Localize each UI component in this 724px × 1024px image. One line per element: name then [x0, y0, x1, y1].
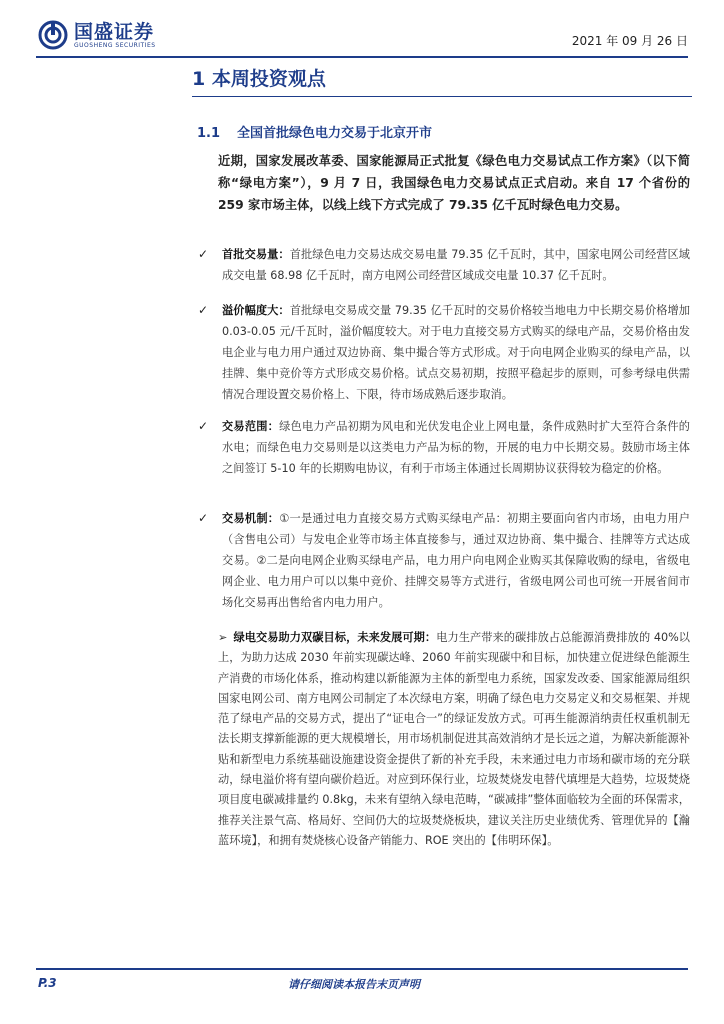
outlook-paragraph: [218, 628, 690, 851]
report-date: 2021 年 09 月 26 日: [571, 34, 688, 48]
disclaimer-note: 请仔细阅读本报告末页声明: [288, 978, 420, 991]
subsection-title: 全国首批绿色电力交易于北京开市: [237, 126, 433, 141]
checkmark-icon: ✓: [198, 303, 209, 317]
company-logo: [38, 20, 156, 50]
bullet-label: 溢价幅度大：: [222, 304, 290, 317]
bullet-premium: [198, 300, 690, 405]
page-header: [38, 18, 688, 60]
intro-paragraph: 近期，国家发展改革委、国家能源局正式批复《绿色电力交易试点工作方案》（以下简称“绿电方案”），9 月 7 日，我国绿色电力交易试点正式启动。来自 17 个省份的 259 家市场主体，以线上线下方式完成了 79.35 亿千瓦时绿色电力交易。: [218, 154, 690, 212]
checkmark-icon: ✓: [198, 511, 209, 525]
bullet-mechanism: [198, 508, 690, 613]
arrow-bullet-icon: ➢: [218, 631, 228, 644]
bullet-trade-volume: [198, 244, 690, 286]
logo-text-cn: 国盛证券: [74, 20, 155, 43]
bullet-text: 首批绿色电力交易达成交易电量 79.35 亿千瓦时，其中，国家电网公司经营区域成交电量 68.98 亿千瓦时，南方电网公司经营区域成交电量 10.37 亿千瓦时。: [222, 248, 690, 282]
bullet-label: 交易机制：: [222, 512, 280, 525]
outlook-text: 电力生产带来的碳排放占总能源消费排放的 40%以上，为助力达成 2030 年前实现碳达峰、2060 年前实现碳中和目标，加快建立促进绿色能源生产消费的市场化体系，推动构建以新能源为主体的新型电力系统，国家发改委、国家能源局组织国家电网公司、南方电网公司制定了本次绿电方案，明确了绿色电力交易定义和交易框架、并规范了绿电产品的交易方式，提出了“证电合一”的绿证发放方式。可再生能源消纳责任权重机制无法长期支撑新能源的更大规模增长，用市场机制促进其高效消纳才是长远之道，为解决新能源补贴和新型电力系统基础设施建设资金提供了新的补充手段，未来通过电力市场和碳市场的充分联动，绿电溢价将有望向碳价趋近。对应到环保行业，垃圾焚烧发电替代填埋是大趋势，垃圾焚烧项目度电碳减排量约 0.8kg，未来有望纳入绿电范畴，“碳减排”整体面临较为全面的环保需求，推荐关注景气高、格局好、空间仍大的垃圾焚烧板块，建议关注历史业绩优秀、管理优异的【瀚蓝环境】，和拥有焚烧核心设备产销能力、ROE 突出的【伟明环保】。: [218, 631, 690, 847]
bullet-text: 首批绿电交易成交量 79.35 亿千瓦时的交易价格较当地电力中长期交易价格增加 0.03-0.05 元/千瓦时，溢价幅度较大。对于电力直接交易方式购买的绿电产品，交易价格由发电企业与电力用户通过双边协商、集中撮合等方式形成。对于向电网企业购买的绿电产品，以挂牌、集中竞价等方式形成交易价格。试点交易初期，按照平稳起步的原则，可参考绿电供需情况合理设置交易价格上、下限，待市场成熟后逐步取消。: [222, 304, 690, 401]
page-number: P.3: [38, 976, 57, 990]
outlook-label: 绿电交易助力双碳目标，未来发展可期：: [233, 631, 437, 644]
section-title-underline: [192, 96, 692, 97]
bullet-scope: [198, 416, 690, 479]
logo-emblem-icon: [38, 20, 68, 50]
footer-divider: [36, 968, 688, 970]
bullet-text: ①一是通过电力直接交易方式购买绿电产品：初期主要面向省内市场，由电力用户（含售电公司）与发电企业等市场主体直接参与，通过双边协商、集中撮合、挂牌等方式达成交易。②二是向电网企业购买绿电产品，电力用户向电网企业购买其保障收购的绿电，省级电网企业、电力用户可以以集中竞价、挂牌交易等方式进行，省级电网公司也可统一开展省间市场化交易再出售给省内电力用户。: [222, 512, 690, 609]
logo-text-en: GUOSHENG SECURITIES: [74, 41, 156, 49]
bullet-label: 首批交易量：: [222, 248, 290, 261]
checkmark-icon: ✓: [198, 247, 209, 261]
subsection-number: 1.1: [197, 126, 221, 141]
section-title: 1 本周投资观点: [192, 68, 326, 90]
header-divider: [36, 56, 688, 58]
bullet-label: 交易范围：: [222, 420, 280, 433]
checkmark-icon: ✓: [198, 419, 209, 433]
subsection-heading: [197, 122, 432, 141]
bullet-text: 绿色电力产品初期为风电和光伏发电企业上网电量，条件成熟时扩大至符合条件的水电；而绿色电力交易则是以这类电力产品为标的物，开展的电力中长期交易。鼓励市场主体之间签订 5-10 年的长期购电协议，有利于市场主体通过长周期协议获得较为稳定的价格。: [222, 420, 690, 475]
